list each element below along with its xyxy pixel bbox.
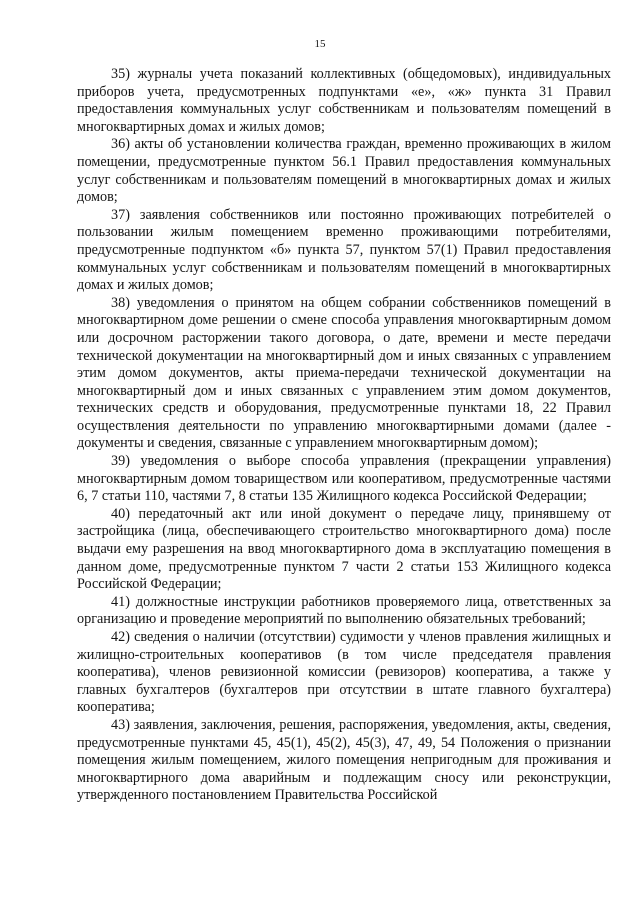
list-item-41: 41) должностные инструкции работников проверяемого лица, ответственных за организацию и проведение мероприятий по выполнению обязательных требований;: [77, 593, 611, 628]
list-item-40: 40) передаточный акт или иной документ о передаче лицу, принявшему от застройщика (лица, обеспечивающего строительство многоквартирного дома) после выдачи ему разрешения на ввод многоквартирного дома в эксплуатацию помещения в данном доме, предусмотренные пунктом 7 части 2 статьи 153 Жилищного кодекса Российской Федерации;: [77, 505, 611, 593]
page-number: 15: [314, 38, 326, 50]
list-item-42: 42) сведения о наличии (отсутствии) судимости у членов правления жилищных и жилищно-строительных кооперативов (в том числе председателя правления кооператива), членов ревизионной комиссии (ревизоров) кооператива, а также у главных бухгалтеров (бухгалтеров при отсутствии в штате главного бухгалтера) кооператива;: [77, 629, 611, 716]
list-item-35: 35) журналы учета показаний коллективных (общедомовых), индивидуальных приборов учета, предусмотренных подпунктами «е», «ж» пункта 31 Правил предоставления коммунальных услуг собственникам и пользователям помещений в многоквартирных домах и жилых домов;: [77, 66, 611, 135]
list-item-39: 39) уведомления о выборе способа управления (прекращении управления) многоквартирным домом товариществом или кооперативом, предусмотренные частями 6, 7 статьи 110, частями 7, 8 статьи 135 Жилищного кодекса Российской Федерации;: [77, 453, 611, 505]
list-item-37: 37) заявления собственников или постоянно проживающих потребителей о пользовании жилым помещением временно проживающими потребителями, предусмотренные подпунктом «б» пункта 57, пунктом 57(1) Правил предоставления коммунальных услуг собственникам и пользователям помещений в многоквартирных домах и жилых домов;: [77, 206, 611, 294]
list-item-43: 43) заявления, заключения, решения, распоряжения, уведомления, акты, сведения, предусмотренные пунктами 45, 45(1), 45(2), 45(3), 47, 49, 54 Положения о признании помещения жилым помещением, жилого помещения непригодным для проживания и многоквартирного дома аварийным и подлежащим сносу или реконструкции, утвержденного постановлением Правительства Российской: [77, 716, 611, 804]
document-body: [77, 66, 611, 805]
list-item-38: 38) уведомления о принятом на общем собрании собственников помещений в многоквартирном доме решении о смене способа управления многоквартирным домом или досрочном расторжении такого договора, о дате, времени и месте передачи технической документации на многоквартирный дом и иных связанных с управлением этим домом документов, акты приема-передачи технической документации на многоквартирный дом и иных связанных с управлением этим домом документов, технических средств и оборудования, предусмотренные пунктами 18, 22 Правил осуществления деятельности по управлению многоквартирными домами (далее - документы и сведения, связанные с управлением многоквартирным домом);: [77, 294, 611, 452]
list-item-36: 36) акты об установлении количества граждан, временно проживающих в жилом помещении, предусмотренные пунктом 56.1 Правил предоставления коммунальных услуг собственникам и пользователям помещений в многоквартирных домах и жилых домов;: [77, 136, 611, 206]
